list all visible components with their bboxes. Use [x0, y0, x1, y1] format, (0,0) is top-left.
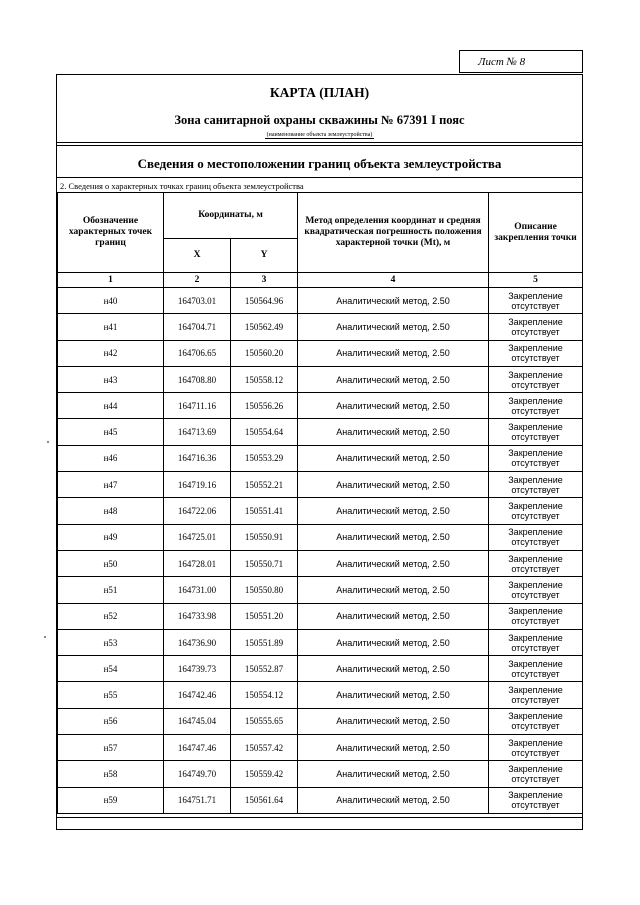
method-cell: Аналитический метод, 2.50 [298, 393, 489, 419]
point-id-cell: н53 [58, 629, 164, 655]
x-coordinate-cell: 164747.46 [164, 735, 231, 761]
table-row [58, 761, 583, 787]
y-coordinate-cell: 150553.29 [231, 445, 298, 471]
header-description: Описание закрепления точки [489, 193, 583, 273]
description-cell: Закрепление отсутствует [489, 288, 583, 314]
header-designation: Обозначение характерных точек границ [58, 193, 164, 273]
description-cell: Закрепление отсутствует [489, 603, 583, 629]
table-row [58, 366, 583, 392]
table-row [58, 656, 583, 682]
table-row [58, 445, 583, 471]
divider [57, 145, 582, 146]
column-number: 3 [231, 273, 298, 288]
description-cell: Закрепление отсутствует [489, 735, 583, 761]
y-coordinate-cell: 150550.80 [231, 577, 298, 603]
x-coordinate-cell: 164739.73 [164, 656, 231, 682]
column-number: 1 [58, 273, 164, 288]
x-coordinate-cell: 164736.90 [164, 629, 231, 655]
y-coordinate-cell: 150550.71 [231, 550, 298, 576]
point-id-cell: н59 [58, 787, 164, 813]
y-coordinate-cell: 150561.64 [231, 787, 298, 813]
point-id-cell: н45 [58, 419, 164, 445]
y-coordinate-cell: 150558.12 [231, 366, 298, 392]
x-coordinate-cell: 164742.46 [164, 682, 231, 708]
point-id-cell: н50 [58, 550, 164, 576]
x-coordinate-cell: 164706.65 [164, 340, 231, 366]
object-caption-text: (наименование объекта землеустройства) [266, 132, 373, 138]
description-cell: Закрепление отсутствует [489, 629, 583, 655]
method-cell: Аналитический метод, 2.50 [298, 498, 489, 524]
point-id-cell: н58 [58, 761, 164, 787]
table-row [58, 603, 583, 629]
divider [57, 142, 582, 143]
table-row [58, 735, 583, 761]
column-number: 2 [164, 273, 231, 288]
scan-speck [44, 636, 46, 638]
method-cell: Аналитический метод, 2.50 [298, 340, 489, 366]
description-cell: Закрепление отсутствует [489, 445, 583, 471]
method-cell: Аналитический метод, 2.50 [298, 445, 489, 471]
page-title: КАРТА (ПЛАН) [269, 85, 370, 100]
x-coordinate-cell: 164733.98 [164, 603, 231, 629]
description-cell: Закрепление отсутствует [489, 498, 583, 524]
points-table [57, 192, 583, 814]
description-cell: Закрепление отсутствует [489, 314, 583, 340]
description-cell: Закрепление отсутствует [489, 577, 583, 603]
y-coordinate-cell: 150554.12 [231, 682, 298, 708]
column-number: 5 [489, 273, 583, 288]
method-cell: Аналитический метод, 2.50 [298, 761, 489, 787]
table-row [58, 550, 583, 576]
y-coordinate-cell: 150552.87 [231, 656, 298, 682]
method-cell: Аналитический метод, 2.50 [298, 419, 489, 445]
y-coordinate-cell: 150562.49 [231, 314, 298, 340]
x-coordinate-cell: 164708.80 [164, 366, 231, 392]
table-row [58, 419, 583, 445]
x-coordinate-cell: 164713.69 [164, 419, 231, 445]
description-cell: Закрепление отсутствует [489, 787, 583, 813]
method-cell: Аналитический метод, 2.50 [298, 656, 489, 682]
y-coordinate-cell: 150551.89 [231, 629, 298, 655]
method-cell: Аналитический метод, 2.50 [298, 288, 489, 314]
x-coordinate-cell: 164716.36 [164, 445, 231, 471]
table-row [58, 629, 583, 655]
section-title: Сведения о местоположении границ объекта землеустройства [137, 156, 502, 171]
description-cell: Закрепление отсутствует [489, 682, 583, 708]
scan-speck [47, 441, 49, 443]
y-coordinate-cell: 150551.20 [231, 603, 298, 629]
description-cell: Закрепление отсутствует [489, 472, 583, 498]
header-method: Метод определения координат и средняя квадратическая погрешность положения характерной точки (Mt), м [298, 193, 489, 273]
object-caption [57, 132, 582, 138]
divider [57, 177, 582, 178]
point-id-cell: н47 [58, 472, 164, 498]
description-cell: Закрепление отсутствует [489, 366, 583, 392]
y-coordinate-cell: 150554.64 [231, 419, 298, 445]
description-cell: Закрепление отсутствует [489, 524, 583, 550]
point-id-cell: н55 [58, 682, 164, 708]
description-cell: Закрепление отсутствует [489, 656, 583, 682]
table-row [58, 393, 583, 419]
method-cell: Аналитический метод, 2.50 [298, 629, 489, 655]
table-row [58, 498, 583, 524]
method-cell: Аналитический метод, 2.50 [298, 682, 489, 708]
point-id-cell: н40 [58, 288, 164, 314]
description-cell: Закрепление отсутствует [489, 340, 583, 366]
point-id-cell: н49 [58, 524, 164, 550]
point-id-cell: н57 [58, 735, 164, 761]
method-cell: Аналитический метод, 2.50 [298, 524, 489, 550]
x-coordinate-cell: 164703.01 [164, 288, 231, 314]
point-id-cell: н44 [58, 393, 164, 419]
description-cell: Закрепление отсутствует [489, 393, 583, 419]
document-frame [56, 74, 583, 830]
description-cell: Закрепление отсутствует [489, 550, 583, 576]
table-row [58, 340, 583, 366]
table-row [58, 288, 583, 314]
method-cell: Аналитический метод, 2.50 [298, 708, 489, 734]
x-coordinate-cell: 164711.16 [164, 393, 231, 419]
method-cell: Аналитический метод, 2.50 [298, 550, 489, 576]
y-coordinate-cell: 150556.26 [231, 393, 298, 419]
method-cell: Аналитический метод, 2.50 [298, 787, 489, 813]
point-id-cell: н46 [58, 445, 164, 471]
table-row [58, 314, 583, 340]
table-body [58, 288, 583, 814]
x-coordinate-cell: 164722.06 [164, 498, 231, 524]
description-cell: Закрепление отсутствует [489, 419, 583, 445]
x-coordinate-cell: 164725.01 [164, 524, 231, 550]
bottom-divider [57, 817, 582, 818]
subsection-title: 2. Сведения о характерных точках границ объекта землеустройства [60, 181, 304, 191]
description-cell: Закрепление отсутствует [489, 761, 583, 787]
header-y: Y [231, 239, 298, 273]
table-row [58, 472, 583, 498]
point-id-cell: н52 [58, 603, 164, 629]
x-coordinate-cell: 164745.04 [164, 708, 231, 734]
y-coordinate-cell: 150559.42 [231, 761, 298, 787]
column-number: 4 [298, 273, 489, 288]
y-coordinate-cell: 150555.65 [231, 708, 298, 734]
point-id-cell: н42 [58, 340, 164, 366]
header-x: X [164, 239, 231, 273]
y-coordinate-cell: 150557.42 [231, 735, 298, 761]
point-id-cell: н54 [58, 656, 164, 682]
table-row [58, 787, 583, 813]
y-coordinate-cell: 150560.20 [231, 340, 298, 366]
point-id-cell: н41 [58, 314, 164, 340]
point-id-cell: н56 [58, 708, 164, 734]
method-cell: Аналитический метод, 2.50 [298, 366, 489, 392]
method-cell: Аналитический метод, 2.50 [298, 577, 489, 603]
page-subtitle: Зона санитарной охраны скважины № 67391 I пояс [174, 113, 465, 127]
method-cell: Аналитический метод, 2.50 [298, 314, 489, 340]
y-coordinate-cell: 150551.41 [231, 498, 298, 524]
y-coordinate-cell: 150564.96 [231, 288, 298, 314]
header-coordinates: Координаты, м [164, 193, 298, 239]
x-coordinate-cell: 164751.71 [164, 787, 231, 813]
x-coordinate-cell: 164749.70 [164, 761, 231, 787]
x-coordinate-cell: 164731.00 [164, 577, 231, 603]
x-coordinate-cell: 164719.16 [164, 472, 231, 498]
sheet-number-label: Лист № 8 [459, 50, 583, 73]
table-row [58, 577, 583, 603]
method-cell: Аналитический метод, 2.50 [298, 735, 489, 761]
method-cell: Аналитический метод, 2.50 [298, 472, 489, 498]
method-cell: Аналитический метод, 2.50 [298, 603, 489, 629]
x-coordinate-cell: 164704.71 [164, 314, 231, 340]
point-id-cell: н48 [58, 498, 164, 524]
y-coordinate-cell: 150550.91 [231, 524, 298, 550]
y-coordinate-cell: 150552.21 [231, 472, 298, 498]
table-row [58, 524, 583, 550]
table-row [58, 682, 583, 708]
point-id-cell: н51 [58, 577, 164, 603]
x-coordinate-cell: 164728.01 [164, 550, 231, 576]
point-id-cell: н43 [58, 366, 164, 392]
table-row [58, 708, 583, 734]
description-cell: Закрепление отсутствует [489, 708, 583, 734]
